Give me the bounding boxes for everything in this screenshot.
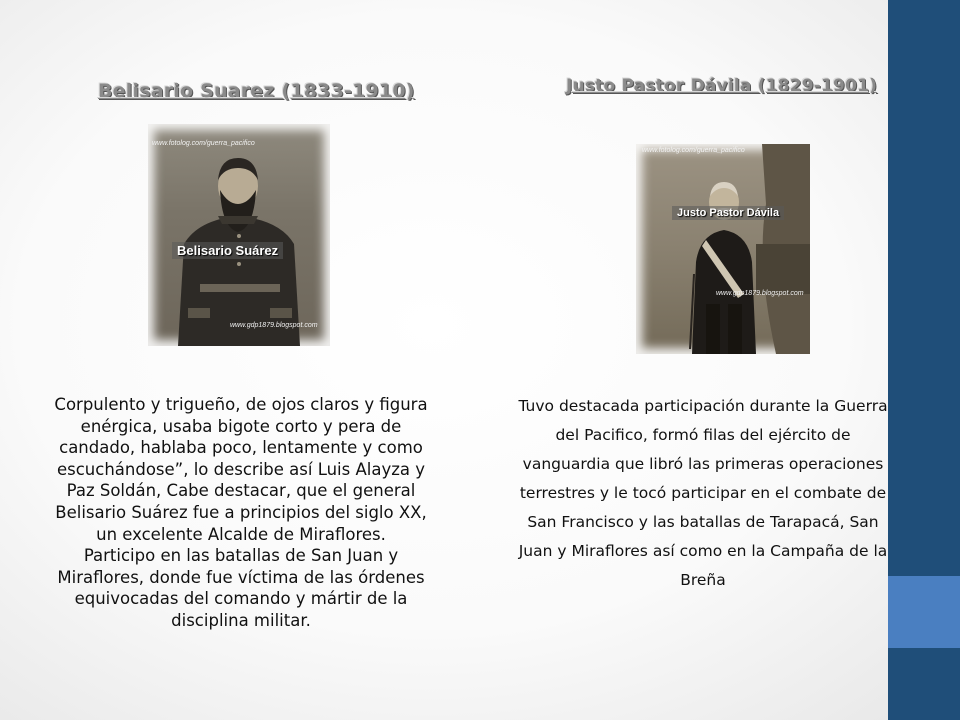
right-description (518, 392, 888, 595)
left-paragraph-2: Participo en las batallas de San Juan y Miraflores, donde fue víctima de las órdenes equivocadas del comando y mártir de la disciplina militar. (57, 546, 425, 630)
portrait-figure-right (636, 144, 810, 354)
belisario-suarez-portrait (148, 124, 330, 346)
right-title: Justo Pastor Dávila (1829-1901) (566, 76, 878, 96)
portrait-figure-left (148, 124, 330, 346)
photo-watermark-top: www.fotolog.com/guerra_pacifico (152, 140, 255, 147)
left-description (52, 394, 430, 632)
right-paragraph: Tuvo destacada participación durante la Guerra del Pacifico, formó filas del ejército de vanguardia que libró las primeras operaciones terrestres y le tocó participar en el combate de San Francisco y las batallas de Tarapacá, San Juan y Miraflores así como en la Campaña de la Breña (518, 397, 888, 589)
photo-watermark-bottom: www.gdp1879.blogspot.com (230, 322, 318, 329)
left-title: Belisario Suarez (1833-1910) (98, 80, 415, 102)
sidebar-bar-bottom (888, 648, 960, 720)
left-paragraph-1: Corpulento y trigueño, de ojos claros y figura enérgica, usaba bigote corto y pera de candado, hablaba poco, lentamente y como escuchándose”, lo describe así Luis Alayza y Paz Soldán, Cabe destacar, que el general Belisario Suárez fue a principios del siglo XX, un excelente Alcalde de Miraflores. (54, 395, 428, 544)
photo-caption-label: Belisario Suárez (172, 242, 283, 259)
photo-watermark-bottom: www.gdp1879.blogspot.com (716, 290, 804, 297)
sidebar-accent-block (888, 576, 960, 648)
justo-pastor-davila-portrait (636, 144, 810, 354)
sidebar-bar-top (888, 0, 960, 576)
photo-watermark-top: www.fotolog.com/guerra_pacifico (642, 147, 745, 154)
photo-caption-label: Justo Pastor Dávila (672, 206, 784, 220)
